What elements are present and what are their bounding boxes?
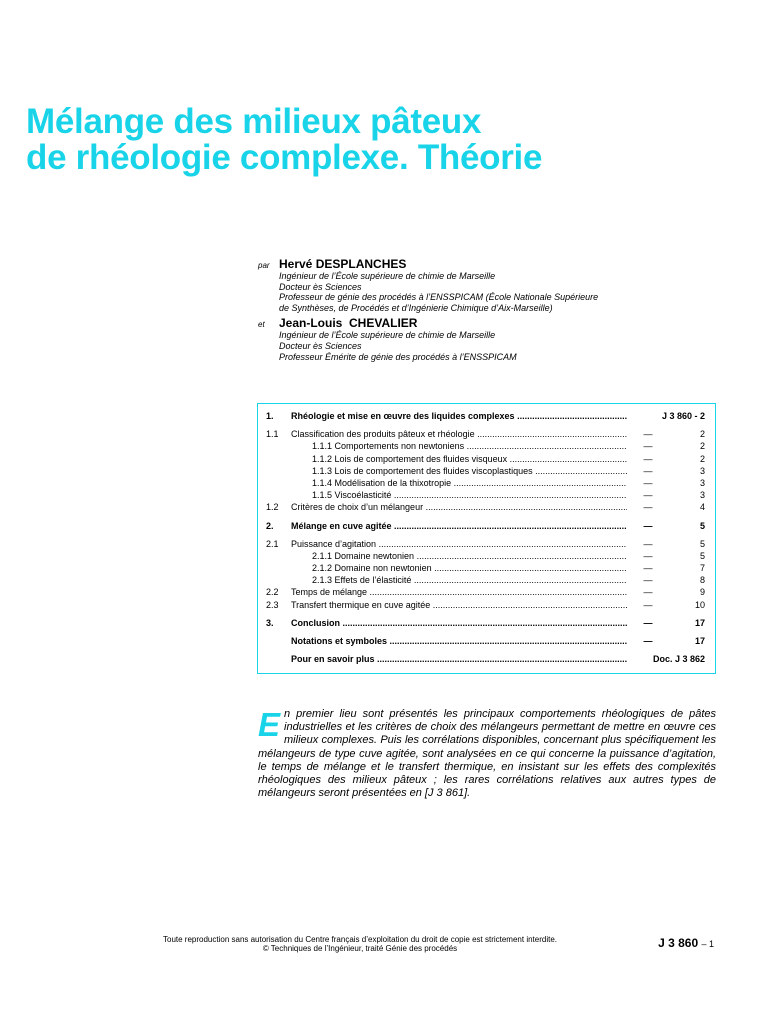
toc-page: 2	[699, 429, 705, 440]
toc-entry[interactable]	[258, 599, 715, 611]
toc-number: 3.	[266, 617, 274, 628]
toc-entry[interactable]	[258, 489, 715, 501]
toc-number: 2.2	[266, 587, 279, 598]
author-affiliation: de Synthèses, de Procédés et d’Ingénierie Chimique d’Aix-Marseille)	[279, 302, 553, 313]
author-affiliation: Ingénieur de l’École supérieure de chimie de Marseille	[279, 271, 496, 281]
document-code: J 3 860	[658, 936, 699, 950]
toc-number: 2.3	[266, 599, 279, 610]
toc-page: 8	[699, 575, 705, 586]
toc-page: 5	[699, 538, 705, 549]
toc-entry[interactable]	[258, 465, 715, 477]
toc-dash: —	[643, 453, 653, 464]
toc-label: 2.1.1 Domaine newtonien .....	[312, 550, 627, 562]
toc-dash: —	[643, 502, 653, 513]
toc-label: 1.1.2 Lois de comportement des fluides visqueux .....	[312, 453, 627, 465]
toc-dash: —	[643, 538, 653, 549]
author-name: Jean-Louis CHEVALIER	[279, 316, 418, 331]
author-block-2	[258, 316, 718, 362]
toc-page: 3	[699, 465, 705, 476]
toc-entry[interactable]	[258, 428, 715, 440]
toc-page: 17	[694, 636, 705, 646]
toc-label: Conclusion .....	[291, 617, 627, 629]
toc-label: 2.1.3 Effets de l’élasticité .....	[312, 574, 627, 586]
toc-entry[interactable]	[258, 550, 715, 562]
toc-number: 2.1	[266, 538, 279, 549]
author-prefix: par	[258, 261, 270, 270]
document-title	[26, 104, 542, 176]
toc-label: Puissance d’agitation .....	[291, 538, 627, 550]
toc-label: 1.1.3 Lois de comportement des fluides viscoplastiques .....	[312, 465, 627, 477]
toc-number: 1.	[266, 411, 274, 421]
title-line-2: de rhéologie complexe. Théorie	[26, 138, 543, 177]
toc-number: 1.1	[266, 429, 279, 440]
author-affiliation: Professeur Émérite de génie des procédés à l’ENSSPICAM	[279, 351, 517, 362]
toc-label: Critères de choix d’un mélangeur .....	[291, 501, 627, 513]
toc-entry[interactable]	[258, 586, 715, 598]
toc-label: Notations et symboles .....	[291, 635, 627, 647]
author-affiliation: Docteur ès Sciences	[279, 340, 362, 351]
toc-dash: —	[643, 520, 653, 531]
toc-entry[interactable]	[258, 453, 715, 465]
toc-label: Classification des produits pâteux et rhéologie .....	[291, 428, 627, 440]
toc-page: 2	[699, 453, 705, 464]
author-affiliation: Professeur de génie des procédés à l’ENSSPICAM (École Nationale Supérieure	[279, 292, 599, 303]
toc-label: Rhéologie et mise en œuvre des liquides complexes .....	[291, 410, 627, 422]
toc-label: Mélange en cuve agitée .....	[291, 520, 627, 532]
toc-dash: —	[643, 617, 653, 628]
toc-entry[interactable]	[258, 635, 715, 647]
toc-dash: —	[643, 490, 653, 501]
table-of-contents	[257, 403, 716, 674]
toc-page: Doc. J 3 862	[652, 654, 705, 665]
toc-page: J 3 860 - 2	[661, 411, 705, 421]
toc-entry[interactable]	[258, 410, 715, 422]
author-prefix: et	[258, 320, 265, 330]
toc-label: 1.1.4 Modélisation de la thixotropie .....	[312, 477, 627, 489]
page-number: – 1	[701, 939, 714, 949]
toc-dash: —	[643, 477, 653, 488]
toc-entry[interactable]	[258, 477, 715, 489]
author-block-1	[258, 257, 718, 313]
toc-page: 9	[699, 587, 705, 598]
intro-text: n premier lieu sont présentés les principaux comportements rhéologiques de pâtes industrielles et les critères de choix des mélangeurs permettant de mettre en œuvre ces milieux complexes. Puis les corrélations disponibles, concernant plus spécifiquement les mélangeurs de type cuve agitée, sont analysées en ce qui concerne la puissance d’agitation, le temps de mélange et le transfert thermique, en insistant sur les effets des complexités rhéologiques des milieux pâteux ; les rares corrélations relatives aux autres types de mélangeurs seront présentées en [J 3 861].	[258, 708, 716, 800]
footer-copyright-notice: Toute reproduction sans autorisation du Centre français d’exploitation du droit de copie est strictement interdite.	[163, 935, 557, 944]
toc-page: 3	[699, 490, 705, 501]
toc-dash: —	[643, 636, 653, 646]
author-affiliation: Ingénieur de l’École supérieure de chimie de Marseille	[279, 330, 496, 341]
author-name: Hervé DESPLANCHES	[279, 257, 407, 271]
toc-page: 5	[699, 520, 705, 531]
toc-number: 2.	[266, 520, 274, 531]
toc-dash: —	[643, 587, 653, 598]
toc-dash: —	[643, 599, 653, 610]
toc-dash: —	[643, 465, 653, 476]
toc-label: 1.1.5 Viscoélasticité .....	[312, 489, 627, 501]
drop-cap: E	[258, 706, 281, 743]
toc-entry[interactable]	[258, 574, 715, 586]
title-line-1: Mélange des milieux pâteux	[26, 102, 482, 141]
toc-page: 3	[699, 477, 705, 488]
toc-dash: —	[643, 550, 653, 561]
toc-dash: —	[643, 429, 653, 440]
toc-dash: —	[643, 563, 653, 574]
toc-dash: —	[643, 441, 653, 452]
toc-page: 4	[699, 502, 705, 513]
toc-label: 2.1.2 Domaine non newtonien .....	[312, 562, 627, 574]
toc-label: Pour en savoir plus .....	[291, 653, 627, 665]
author-affiliation: Docteur ès Sciences	[279, 281, 362, 292]
toc-page: 2	[699, 441, 705, 452]
toc-page: 17	[694, 617, 705, 628]
toc-entry[interactable]	[258, 538, 715, 550]
toc-entry[interactable]	[258, 520, 715, 532]
toc-label: 1.1.1 Comportements non newtoniens .....	[312, 440, 627, 452]
footer-publisher: © Techniques de l’Ingénieur, traité Génie des procédés	[262, 943, 458, 953]
page-reference	[658, 936, 714, 950]
toc-entry[interactable]	[258, 653, 715, 665]
toc-label: Transfert thermique en cuve agitée .....	[291, 599, 627, 611]
footer-notice	[110, 936, 610, 953]
toc-page: 7	[699, 563, 705, 574]
toc-entry[interactable]	[258, 501, 715, 513]
toc-number: 1.2	[266, 502, 279, 513]
intro-paragraph	[258, 708, 716, 800]
toc-page: 5	[699, 550, 705, 561]
authors	[258, 257, 718, 362]
toc-page: 10	[694, 599, 705, 610]
toc-entry[interactable]	[258, 440, 715, 452]
toc-label: Temps de mélange .....	[291, 586, 627, 598]
toc-entry[interactable]	[258, 562, 715, 574]
toc-dash: —	[643, 575, 653, 586]
toc-entry[interactable]	[258, 617, 715, 629]
